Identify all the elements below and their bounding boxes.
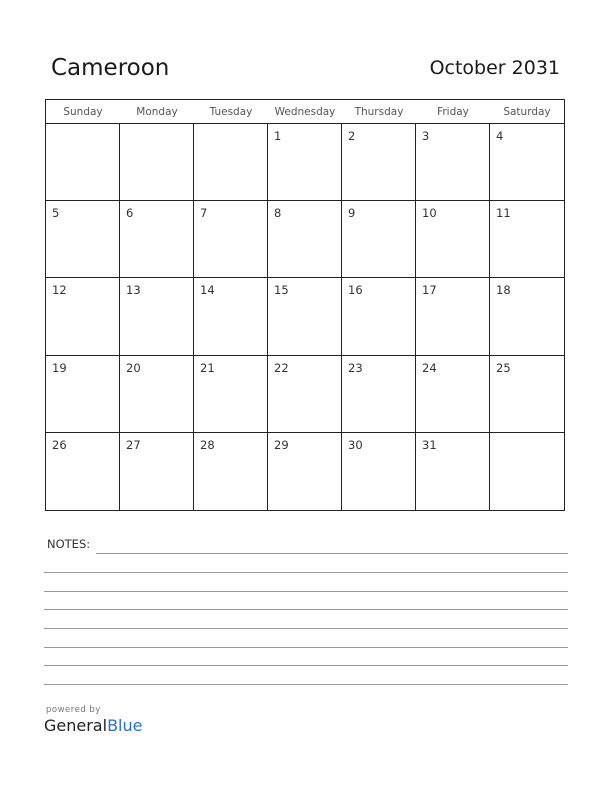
notes-line xyxy=(96,553,568,554)
day-number: 4 xyxy=(496,129,504,143)
day-number: 15 xyxy=(274,283,289,298)
day-number: 16 xyxy=(348,283,363,298)
day-cell[interactable] xyxy=(490,278,564,355)
day-cell[interactable] xyxy=(342,433,416,510)
day-cell[interactable] xyxy=(342,201,416,278)
notes-line xyxy=(44,684,568,685)
day-number: 11 xyxy=(496,206,511,221)
weekday-header-monday: Monday xyxy=(120,100,194,124)
notes-line xyxy=(44,647,568,648)
day-number: 9 xyxy=(348,206,356,221)
day-cell[interactable] xyxy=(268,278,342,355)
day-number: 18 xyxy=(496,283,511,298)
powered-by-text: powered by xyxy=(46,705,101,715)
day-number: 29 xyxy=(274,437,289,452)
day-number: 8 xyxy=(274,206,282,221)
brand-blue: Blue xyxy=(107,716,143,735)
country-title: Cameroon xyxy=(51,55,170,81)
day-cell[interactable] xyxy=(342,124,416,201)
weekday-header-saturday: Saturday xyxy=(490,100,564,124)
weekday-header-friday: Friday xyxy=(416,100,490,124)
day-cell[interactable] xyxy=(194,278,268,355)
day-number: 5 xyxy=(52,206,60,221)
day-number: 13 xyxy=(126,283,141,298)
day-number: 28 xyxy=(200,437,215,452)
day-cell[interactable] xyxy=(194,201,268,278)
day-cell[interactable] xyxy=(194,356,268,433)
day-number: 20 xyxy=(126,360,141,375)
day-number: 30 xyxy=(348,437,363,452)
weekday-header-tuesday: Tuesday xyxy=(194,100,268,124)
day-number: 25 xyxy=(496,360,511,375)
day-cell[interactable] xyxy=(120,433,194,510)
day-cell[interactable] xyxy=(416,278,490,355)
notes-line xyxy=(44,591,568,592)
day-cell[interactable] xyxy=(268,124,342,201)
day-cell[interactable] xyxy=(416,124,490,201)
day-cell[interactable] xyxy=(120,278,194,355)
day-number: 24 xyxy=(422,360,437,375)
day-number: 2 xyxy=(348,129,356,143)
weekday-header-thursday: Thursday xyxy=(342,100,416,124)
day-cell[interactable] xyxy=(268,201,342,278)
day-number: 3 xyxy=(422,129,430,143)
brand-general: General xyxy=(44,716,108,735)
generalblue-logo[interactable] xyxy=(44,716,142,735)
month-year-title: October 2031 xyxy=(429,57,560,79)
day-cell[interactable] xyxy=(46,278,120,355)
day-number: 19 xyxy=(52,360,67,375)
day-cell[interactable] xyxy=(268,356,342,433)
day-cell[interactable] xyxy=(46,433,120,510)
day-cell[interactable] xyxy=(194,433,268,510)
weekday-header-sunday: Sunday xyxy=(46,100,120,124)
day-number: 21 xyxy=(200,360,215,375)
day-cell[interactable] xyxy=(194,124,268,201)
day-number: 17 xyxy=(422,283,437,298)
day-cell[interactable] xyxy=(342,356,416,433)
day-cell[interactable] xyxy=(46,124,120,201)
day-number: 7 xyxy=(200,206,208,221)
day-cell[interactable] xyxy=(46,201,120,278)
day-cell[interactable] xyxy=(416,201,490,278)
day-cell[interactable] xyxy=(120,124,194,201)
day-cell[interactable] xyxy=(490,124,564,201)
day-cell[interactable] xyxy=(342,278,416,355)
day-number: 1 xyxy=(274,129,282,143)
day-number: 26 xyxy=(52,437,67,452)
notes-line xyxy=(44,665,568,666)
day-cell[interactable] xyxy=(46,356,120,433)
weekday-header-wednesday: Wednesday xyxy=(268,100,342,124)
notes-line xyxy=(44,628,568,629)
day-cell[interactable] xyxy=(416,356,490,433)
day-number: 23 xyxy=(348,360,363,375)
calendar-grid xyxy=(45,99,565,511)
day-number: 14 xyxy=(200,283,215,298)
day-cell[interactable] xyxy=(416,433,490,510)
day-number: 6 xyxy=(126,206,134,221)
day-number: 27 xyxy=(126,437,141,452)
day-cell[interactable] xyxy=(120,201,194,278)
day-cell[interactable] xyxy=(490,201,564,278)
day-number: 22 xyxy=(274,360,289,375)
notes-line xyxy=(44,609,568,610)
day-number: 12 xyxy=(52,283,67,298)
day-number: 10 xyxy=(422,206,437,221)
day-cell[interactable] xyxy=(490,356,564,433)
day-cell[interactable] xyxy=(120,356,194,433)
day-cell[interactable] xyxy=(490,433,564,510)
day-cell[interactable] xyxy=(268,433,342,510)
day-number: 31 xyxy=(422,437,437,452)
notes-line xyxy=(44,572,568,573)
notes-label: NOTES: xyxy=(47,537,91,551)
